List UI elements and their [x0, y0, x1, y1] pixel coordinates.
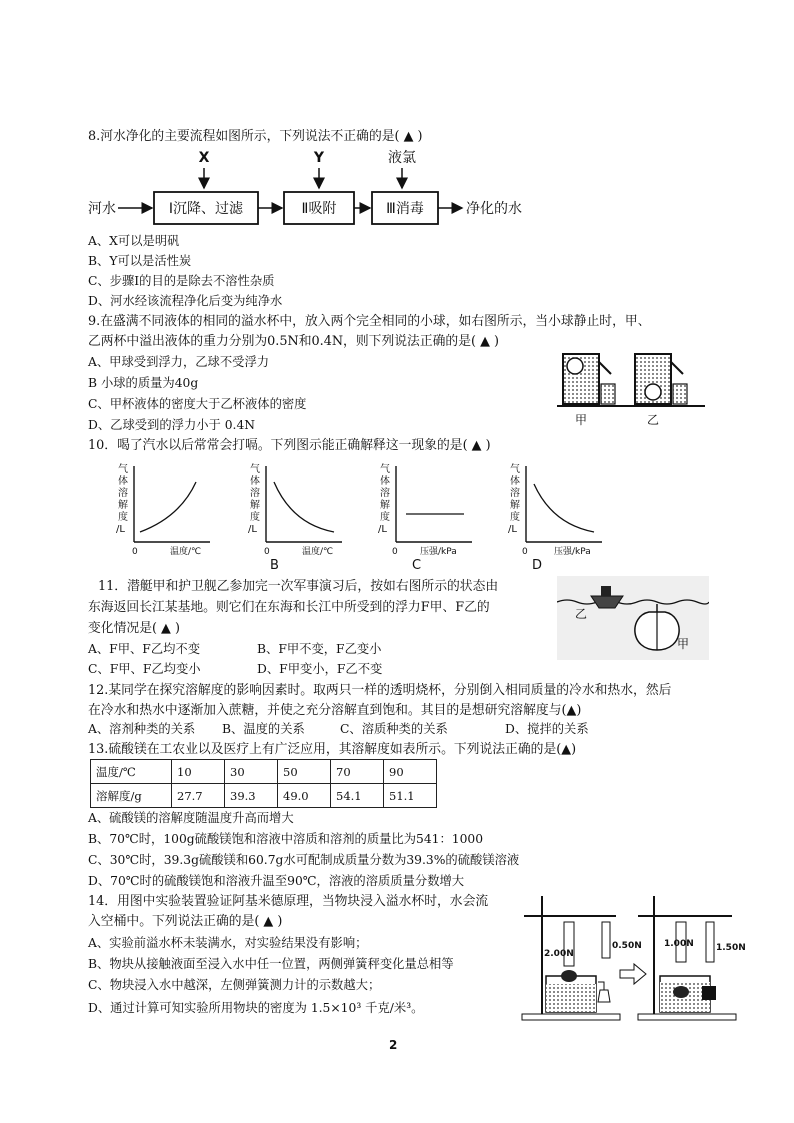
- table-cell: 90: [384, 760, 437, 784]
- q8-option-a: A、X可以是明矾: [88, 234, 180, 248]
- table-cell: 39.3: [225, 784, 278, 808]
- table-cell: 49.0: [278, 784, 331, 808]
- q10-c-xlabel: 压强/kPa: [420, 547, 457, 557]
- q10-b-origin: 0: [264, 547, 270, 557]
- q12-option-a: A、溶剂种类的关系: [88, 722, 196, 736]
- q11-label-jia: 甲: [677, 637, 690, 651]
- svg-text:体: 体: [250, 476, 260, 487]
- flow-in3: 液氯: [388, 150, 416, 166]
- q8-option-b: B、Y可以是活性炭: [88, 254, 192, 268]
- svg-text:气: 气: [510, 464, 520, 475]
- svg-text:/L: /L: [508, 524, 517, 535]
- q9-option-a: A、甲球受到浮力，乙球不受浮力: [88, 355, 270, 369]
- q14-stem-line1: 14．用图中实验装置验证阿基米德原理，当物块浸入溢水杯时，水会流: [88, 894, 489, 909]
- q13-option-d: D、70℃时的硫酸镁饱和溶液升温至90℃，溶液的溶质质量分数增大: [88, 874, 465, 888]
- q11-option-d: D、F甲变小，F乙不变: [257, 662, 383, 676]
- table-header-solubility: 溶解度/g: [91, 784, 172, 808]
- q9-stem-line2: 乙两杯中溢出液体的重力分别为0.5N和0.4N，则下列说法正确的是( ▲ ): [88, 334, 499, 349]
- q12-stem-line1: 12.某同学在探究溶解度的影响因素时。取两只一样的透明烧杯，分别倒入相同质量的冷水和热水，然后: [88, 683, 672, 698]
- svg-text:度: 度: [380, 512, 390, 523]
- svg-text:体: 体: [510, 476, 520, 487]
- q14-reading-1: 2.00N: [544, 949, 574, 959]
- svg-text:溶: 溶: [510, 488, 520, 499]
- q8-flow-diagram: [86, 146, 546, 226]
- q8-option-c: C、步骤Ⅰ的目的是除去不溶性杂质: [88, 274, 275, 288]
- table-header-temp: 温度/℃: [91, 760, 172, 784]
- svg-text:解: 解: [510, 500, 520, 511]
- q12-option-b: B、温度的关系: [222, 722, 305, 736]
- q10-a-xlabel: 温度/℃: [170, 547, 202, 557]
- q11-stem-line2: 东海返回长江某基地。则它们在东海和长江中所受到的浮力F甲、F乙的: [88, 600, 490, 615]
- svg-text:溶: 溶: [118, 488, 128, 499]
- svg-text:气: 气: [380, 464, 390, 475]
- q11-ships-figure: [557, 576, 709, 660]
- q13-option-c: C、30℃时，39.3g硫酸镁和60.7g水可配制成质量分数为39.3%的硫酸镁溶液: [88, 853, 520, 867]
- svg-text:解: 解: [118, 500, 128, 511]
- q14-stem-line2: 入空桶中。下列说法正确的是( ▲ ): [88, 914, 283, 929]
- q12-option-d: D、搅拌的关系: [505, 722, 589, 736]
- q10-b-xlabel: 温度/℃: [302, 547, 334, 557]
- svg-text:/L: /L: [116, 524, 125, 535]
- q10-d-xlabel: 压强/kPa: [554, 547, 591, 557]
- table-cell: 54.1: [331, 784, 384, 808]
- q9-label-jia: 甲: [575, 413, 588, 427]
- q13-option-b: B、70℃时，100g硫酸镁饱和溶液中溶质和溶剂的质量比为541：1000: [88, 832, 484, 846]
- svg-text:溶: 溶: [250, 488, 260, 499]
- q10-graph-b: [248, 463, 342, 572]
- q11-option-c: C、F甲、F乙均变小: [88, 662, 201, 676]
- flow-start: 河水: [88, 201, 116, 217]
- svg-text:度: 度: [510, 512, 520, 523]
- q14-option-b: B、物块从接触液面至浸入水中任一位置，两侧弹簧秤变化量总相等: [88, 957, 454, 971]
- q11-option-a: A、F甲、F乙均不变: [88, 642, 201, 656]
- table-cell: 27.7: [172, 784, 225, 808]
- q12-stem-line2: 在冷水和热水中逐渐加入蔗糖，并使之充分溶解直到饱和。其目的是想研究溶解度与(▲): [88, 703, 582, 718]
- flow-step3: Ⅲ消毒: [386, 201, 424, 217]
- page-number: 2: [389, 1038, 398, 1052]
- q13-option-a: A、硫酸镁的溶解度随温度升高而增大: [88, 811, 294, 825]
- q10-a-origin: 0: [132, 547, 138, 557]
- q14-option-d: D、通过计算可知实验所用物块的密度为 1.5×10³ 千克/米³。: [88, 1001, 424, 1015]
- q10-c-letter: C: [412, 558, 422, 572]
- table-cell: 10: [172, 760, 225, 784]
- q10-b-letter: B: [270, 558, 279, 572]
- q11-stem-line1: 11．潜艇甲和护卫舰乙参加完一次军事演习后，按如右图所示的状态由: [98, 579, 499, 594]
- q10-c-origin: 0: [392, 547, 398, 557]
- q11-label-yi: 乙: [575, 607, 588, 621]
- q9-option-b: B 小球的质量为40g: [88, 376, 199, 390]
- q10-graphs: [110, 462, 630, 572]
- q12-option-c: C、溶质种类的关系: [340, 722, 448, 736]
- q9-option-d: D、乙球受到的浮力小于 0.4N: [88, 418, 256, 432]
- q10-stem: 10．喝了汽水以后常常会打嗝。下列图示能正确解释这一现象的是( ▲ ): [88, 438, 491, 453]
- q14-reading-2: 0.50N: [612, 941, 642, 951]
- q9-label-yi: 乙: [647, 413, 660, 427]
- table-row: [91, 784, 437, 808]
- q8-stem: 8.河水净化的主要流程如图所示，下列说法不正确的是( ▲ ): [88, 129, 423, 144]
- q10-graph-c: [378, 463, 472, 572]
- q14-reading-4: 1.50N: [716, 943, 746, 953]
- q8-option-d: D、河水经该流程净化后变为纯净水: [88, 294, 283, 308]
- flow-in2: Y: [313, 150, 325, 166]
- q11-option-b: B、F甲不变，F乙变小: [257, 642, 382, 656]
- q10-d-origin: 0: [522, 547, 528, 557]
- flow-step2: Ⅱ吸附: [301, 201, 337, 217]
- q14-reading-3: 1.00N: [664, 939, 694, 949]
- svg-text:体: 体: [118, 476, 128, 487]
- q10-d-letter: D: [532, 558, 543, 572]
- svg-text:解: 解: [380, 500, 390, 511]
- q14-option-c: C、物块浸入水中越深，左侧弹簧测力计的示数越大；: [88, 978, 381, 992]
- q13-stem: 13.硫酸镁在工农业以及医疗上有广泛应用，其溶解度如表所示。下列说法正确的是(▲): [88, 742, 577, 757]
- q10-graph-a: [116, 463, 210, 557]
- table-cell: 50: [278, 760, 331, 784]
- svg-text:溶: 溶: [380, 488, 390, 499]
- flow-in1: X: [198, 150, 210, 166]
- table-cell: 30: [225, 760, 278, 784]
- flow-step1: Ⅰ沉降、过滤: [168, 201, 244, 217]
- solubility-table: [90, 759, 437, 808]
- q14-archimedes-apparatus: [520, 890, 755, 1025]
- svg-text:度: 度: [250, 512, 260, 523]
- svg-text:度: 度: [118, 512, 128, 523]
- svg-text:体: 体: [380, 476, 390, 487]
- q9-stem-line1: 9.在盛满不同液体的相同的溢水杯中，放入两个完全相同的小球，如右图所示，当小球静止时，甲、: [88, 314, 651, 329]
- table-cell: 51.1: [384, 784, 437, 808]
- q10-graph-d: [508, 463, 602, 572]
- flow-end: 净化的水: [466, 201, 522, 217]
- q9-overflow-cups-figure: [555, 344, 715, 434]
- table-cell: 70: [331, 760, 384, 784]
- svg-text:解: 解: [250, 500, 260, 511]
- q14-option-a: A、实验前溢水杯未装满水，对实验结果没有影响；: [88, 936, 368, 950]
- table-row: [91, 760, 437, 784]
- q9-option-c: C、甲杯液体的密度大于乙杯液体的密度: [88, 397, 307, 411]
- svg-text:气: 气: [250, 464, 260, 475]
- svg-text:/L: /L: [248, 524, 257, 535]
- svg-text:/L: /L: [378, 524, 387, 535]
- svg-text:气: 气: [118, 464, 128, 475]
- q11-stem-line3: 变化情况是( ▲ ): [88, 621, 180, 636]
